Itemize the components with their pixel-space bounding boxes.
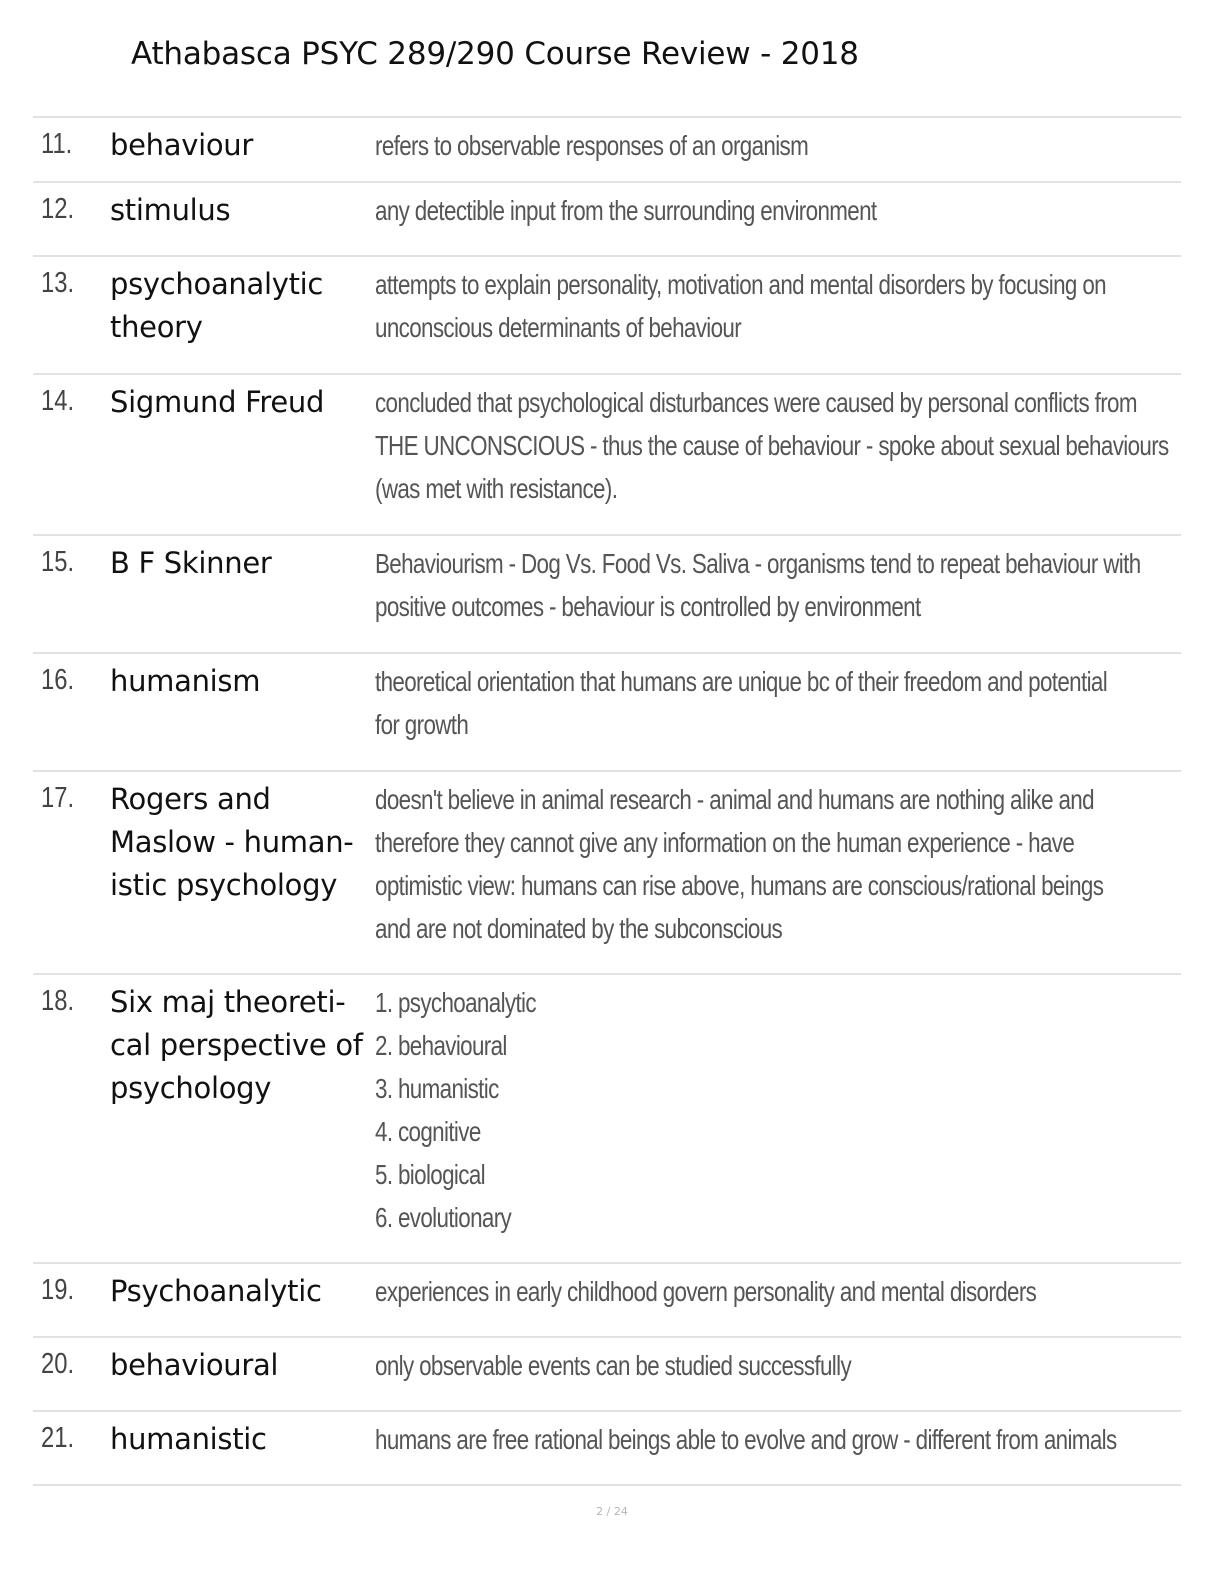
flashcard-row: [33, 654, 1181, 772]
definition-line: optimistic view: humans can rise above, humans are conscious/rational beings: [375, 870, 1104, 901]
card-number: 15.: [41, 546, 75, 578]
card-number: 19.: [41, 1274, 75, 1306]
definition-line: theoretical orientation that humans are unique bc of their freedom and potential: [375, 666, 1108, 697]
card-number: 16.: [41, 664, 75, 696]
card-number: 11.: [41, 128, 73, 160]
flashcard-row: [33, 975, 1181, 1264]
definition-line: THE UNCONSCIOUS - thus the cause of behaviour - spoke about sexual behaviours: [375, 430, 1169, 461]
card-definition: [375, 1418, 1175, 1461]
flashcard-row: [33, 257, 1181, 375]
card-definition: [375, 263, 1175, 349]
definition-line: 4. cognitive: [375, 1116, 481, 1147]
flashcard-row: [33, 118, 1181, 183]
definition-line: only observable events can be studied successfully: [375, 1350, 852, 1381]
definition-line: experiences in early childhood govern personality and mental disorders: [375, 1276, 1037, 1307]
flashcard-row: [33, 1264, 1181, 1338]
definition-line: Behaviourism - Dog Vs. Food Vs. Saliva - organisms tend to repeat behaviour with: [375, 548, 1141, 579]
definition-line: any detectible input from the surrounding environment: [375, 195, 877, 226]
definition-line: 1. psychoanalytic: [375, 987, 536, 1018]
card-term: humanistic: [110, 1422, 267, 1456]
card-definition: [375, 778, 1175, 950]
definition-line: positive outcomes - behaviour is controlled by environment: [375, 591, 921, 622]
definition-line: therefore they cannot give any information on the human experience - have: [375, 827, 1075, 858]
definition-line: 5. biological: [375, 1159, 485, 1190]
card-term: B F Skinner: [110, 546, 272, 580]
definition-line: attempts to explain personality, motivation and mental disorders by focusing on: [375, 269, 1106, 300]
flashcard-row: [33, 772, 1181, 975]
card-term: Rogers and Maslow - human- istic psychology: [110, 782, 354, 902]
definition-line: unconscious determinants of behaviour: [375, 312, 742, 343]
document-title: Athabasca PSYC 289/290 Course Review - 2018: [131, 36, 859, 72]
card-number: 20.: [41, 1348, 75, 1380]
card-term: psychoanalytic theory: [110, 267, 324, 344]
card-number: 21.: [41, 1422, 75, 1454]
card-definition: [375, 542, 1175, 628]
definition-line: 3. humanistic: [375, 1073, 499, 1104]
definition-line: concluded that psychological disturbances were caused by personal conflicts from: [375, 387, 1137, 418]
flashcard-row: [33, 183, 1181, 257]
definition-line: refers to observable responses of an organism: [375, 130, 809, 161]
definition-line: and are not dominated by the subconscious: [375, 913, 783, 944]
definition-line: doesn't believe in animal research - animal and humans are nothing alike and: [375, 784, 1094, 815]
card-term: behavioural: [110, 1348, 279, 1382]
card-number: 13.: [41, 267, 75, 299]
definition-line: 6. evolutionary: [375, 1202, 512, 1233]
flashcard-row: [33, 1412, 1181, 1486]
card-term: Six maj theoreti- cal perspective of psychology: [110, 985, 363, 1105]
card-definition: [375, 1270, 1175, 1313]
card-definition: [375, 381, 1175, 510]
definition-line: humans are free rational beings able to evolve and grow - different from animals: [375, 1424, 1117, 1455]
flashcard-table: [33, 116, 1181, 1486]
card-term: Sigmund Freud: [110, 385, 325, 419]
card-definition: [375, 1344, 1175, 1387]
flashcard-row: [33, 375, 1181, 536]
card-term: humanism: [110, 664, 261, 698]
card-number: 18.: [41, 985, 75, 1017]
flashcard-row: [33, 1338, 1181, 1412]
definition-line: (was met with resistance).: [375, 473, 618, 504]
page-number: 2 / 24: [596, 1505, 628, 1518]
card-number: 12.: [41, 193, 75, 225]
flashcard-row: [33, 536, 1181, 654]
definition-line: for growth: [375, 709, 469, 740]
definition-line: 2. behavioural: [375, 1030, 507, 1061]
card-number: 14.: [41, 385, 75, 417]
card-definition: [375, 189, 1175, 232]
card-definition: [375, 660, 1175, 746]
card-definition: [375, 124, 1175, 167]
card-definition: [375, 981, 1175, 1239]
card-term: behaviour: [110, 128, 253, 162]
card-number: 17.: [41, 782, 75, 814]
card-term: Psychoanalytic: [110, 1274, 322, 1308]
card-term: stimulus: [110, 193, 231, 227]
